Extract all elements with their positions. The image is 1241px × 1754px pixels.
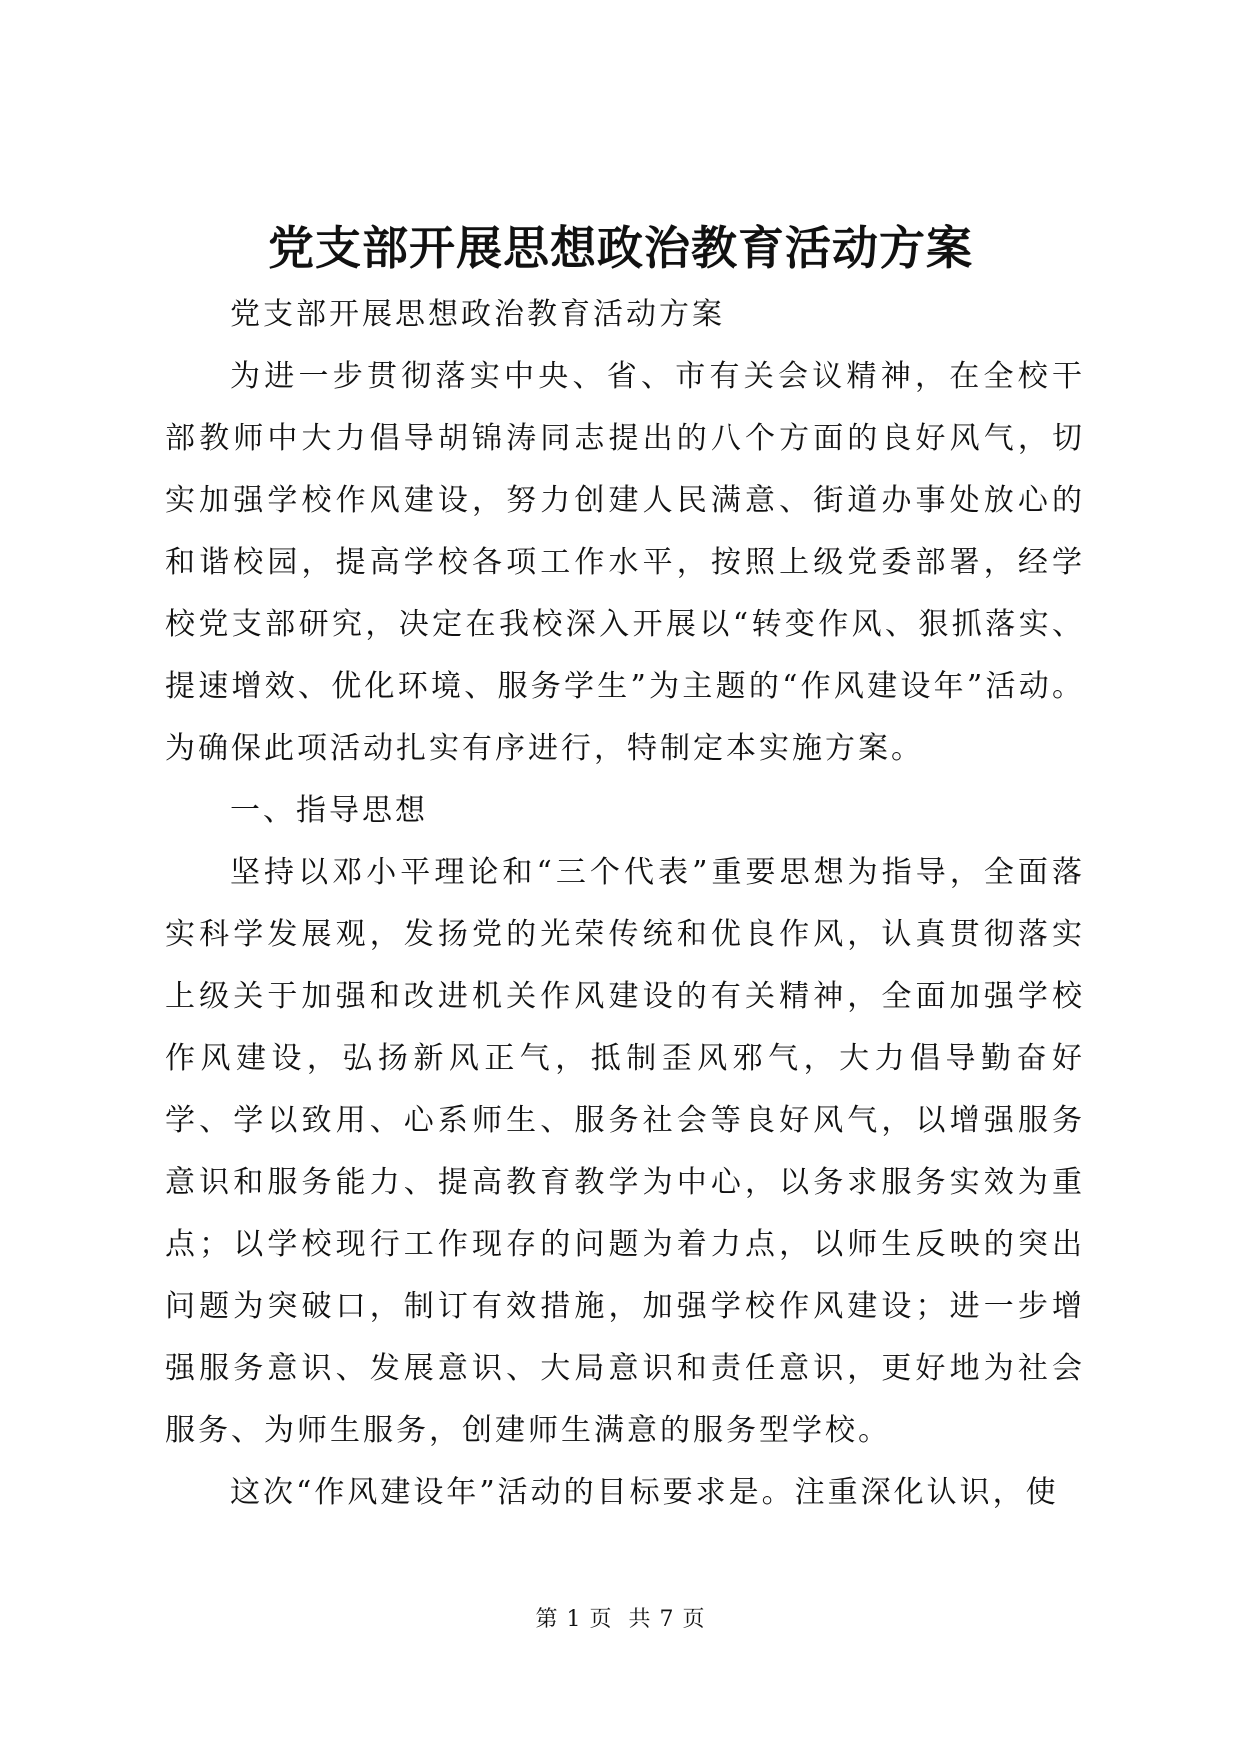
document-body	[165, 284, 1085, 1524]
paragraph-goals: 这次“作风建设年”活动的目标要求是。注重深化认识，使	[230, 1475, 1059, 1510]
page-number: 第 1 页 共 7 页	[535, 1607, 706, 1632]
document-title: 党支部开展思想政治教育活动方案	[268, 221, 973, 275]
paragraph-subtitle: 党支部开展思想政治教育活动方案	[230, 297, 725, 332]
paragraph-intro: 为进一步贯彻落实中央、省、市有关会议精神，在全校干部教师中大力倡导胡锦涛同志提出的八个方面的良好风气，切实加强学校作风建设，努力创建人民满意、街道办事处放心的和谐校园，提高学校各项工作水平，按照上级党委部署，经学校党支部研究，决定在我校深入开展以“转变作风、狠抓落实、提速增效、优化环境、服务学生”为主题的“作风建设年”活动。为确保此项活动扎实有序进行，特制定本实施方案。	[165, 359, 1085, 766]
page-footer	[0, 1605, 1241, 1635]
section-heading-guiding-ideology: 一、指导思想	[230, 793, 428, 828]
paragraph-guiding-ideology: 坚持以邓小平理论和“三个代表”重要思想为指导，全面落实科学发展观，发扬党的光荣传统和优良作风，认真贯彻落实上级关于加强和改进机关作风建设的有关精神，全面加强学校作风建设，弘扬新风正气，抵制歪风邪气，大力倡导勤奋好学、学以致用、心系师生、服务社会等良好风气，以增强服务意识和服务能力、提高教育教学为中心，以务求服务实效为重点；以学校现行工作现存的问题为着力点，以师生反映的突出问题为突破口，制订有效措施，加强学校作风建设；进一步增强服务意识、发展意识、大局意识和责任意识，更好地为社会服务、为师生服务，创建师生满意的服务型学校。	[165, 855, 1085, 1448]
